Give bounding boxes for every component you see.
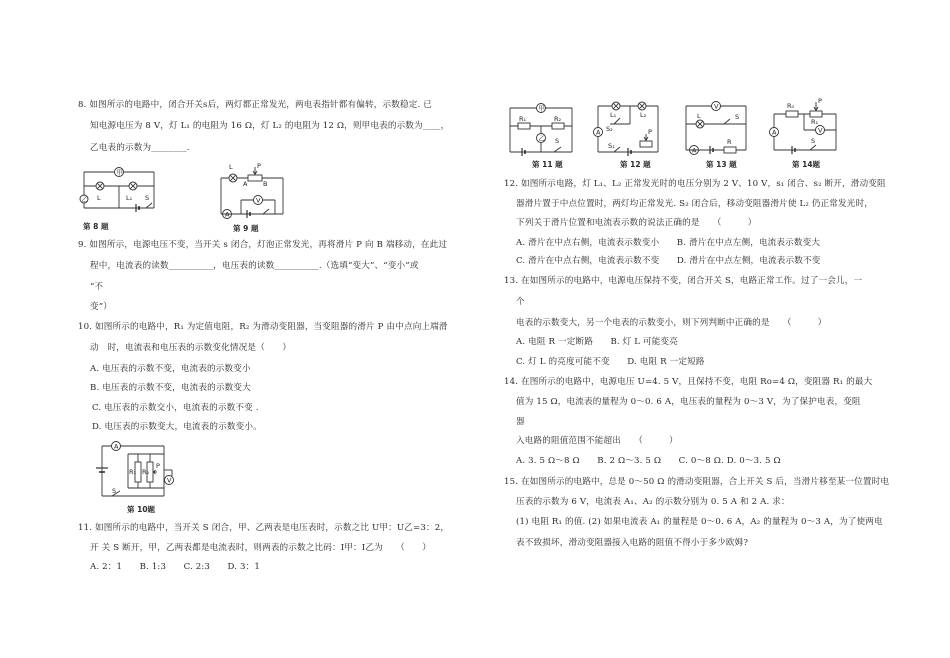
- q12-line-2: 器滑片置于中点位置时，两灯均正常发光. S₂ 闭合后，移动变阻器滑片使 L₂ 仍正常发光时，: [516, 199, 874, 209]
- q13-line-2: 个: [516, 297, 525, 307]
- svg-text:L₂: L₂: [640, 111, 647, 119]
- q8-line-2: 知电源电压为 8 V，灯 L₁ 的电阻为 16 Ω，灯 L₂ 的电阻为 12 Ω，则甲电表的示数为____，: [90, 121, 450, 131]
- svg-text:S: S: [145, 194, 150, 202]
- svg-text:V: V: [714, 102, 719, 111]
- svg-text:R₀: R₀: [787, 102, 795, 110]
- svg-text:S: S: [112, 487, 117, 495]
- q10-line-2: 动 时，电流表和电压表的示数变化情况是（ ）: [90, 343, 292, 353]
- svg-text:A: A: [692, 146, 697, 155]
- svg-text:L: L: [97, 194, 101, 202]
- svg-text:甲: 甲: [116, 168, 123, 177]
- q9-line-2: 程中，电流表的读数__________，电压表的读数__________.（选填“变大”、“变小”或: [90, 261, 419, 271]
- svg-text:R₁: R₁: [519, 115, 527, 123]
- q12-line-3: 下列关于滑片位置和电流表示数的说法正确的是 （ ）: [516, 218, 757, 228]
- q10-option-c: C. 电压表的示数交小，电流表的示数不变 .: [92, 403, 259, 413]
- svg-text:V: V: [167, 476, 172, 485]
- q11-line-2: 开 关 S 断开，甲，乙两表都是电流表时，则两表的示数之比码：I甲：I乙为 （ ）: [90, 543, 431, 553]
- q13-line-1: 13. 在如图所示的电路中，电源电压保持不变，闭合开关 S，电路正常工作。过了一会儿，一: [504, 276, 863, 286]
- svg-text:B: B: [263, 180, 268, 188]
- q14-line-1: 14. 在图所示的电路中，电源电压 U=4. 5 V，且保持不变，电阻 Ro=4 Ω，变阻器 R₁ 的最大: [504, 377, 873, 387]
- figure-14-circuit: [766, 96, 846, 158]
- svg-text:R₁: R₁: [129, 468, 137, 476]
- svg-text:P: P: [648, 128, 652, 136]
- svg-text:A: A: [596, 128, 601, 137]
- svg-text:A: A: [114, 442, 119, 451]
- svg-text:L₁: L₁: [126, 194, 133, 202]
- figure-11-caption: 第 11 题: [532, 160, 563, 169]
- svg-text:A: A: [225, 210, 230, 219]
- q9-line-4: 变”）: [90, 302, 113, 312]
- q11-line-1: 11. 如图所示的电路中，当开关 S 闭合，甲、乙两表是电压表时，示数之比 U甲：U乙=3：2，: [78, 523, 450, 533]
- q14-line-3: 器: [516, 417, 525, 427]
- svg-text:R₂: R₂: [142, 468, 150, 476]
- figure-9-caption: 第 9 题: [233, 224, 259, 233]
- q15-line-4: 表不致损坏，滑动变阻器接入电路的阻值不得小于多少欧姆?: [516, 538, 749, 548]
- figure-9-circuit: [213, 158, 298, 220]
- q14-options: A. 3. 5 Ω～8 Ω B. 2 Ω～3. 5 Ω C. 0～8 Ω. D. 0～3. 5 Ω: [516, 456, 781, 466]
- svg-text:L: L: [229, 163, 233, 171]
- svg-text:L: L: [697, 112, 701, 120]
- svg-text:L₁: L₁: [610, 111, 617, 119]
- svg-text:P: P: [257, 162, 261, 170]
- svg-text:乙: 乙: [538, 134, 545, 143]
- q15-line-1: 15. 在如图所示的电路中，总是 0～50 Ω 的滑动变阻器，合上开关 S 后，当滑片移至某一位置时电: [504, 477, 890, 487]
- q8-line-1: 8. 如图所示的电路中，闭合开关s后，两灯都正常发光，两电表指针都有偏转，示数稳定. 已: [78, 100, 432, 110]
- svg-text:乙: 乙: [81, 195, 88, 204]
- q9-line-3: “不: [90, 282, 104, 292]
- svg-text:甲: 甲: [538, 104, 545, 113]
- svg-text:A: A: [243, 180, 248, 188]
- q13-options-ab: A. 电阻 R 一定断路 B. 灯 L 可能变亮: [516, 337, 679, 347]
- q14-line-2: 值为 15 Ω，电流表的量程为 0～0. 6 A，电压表的量程为 0～3 V，为了保护电表，变阻: [516, 397, 861, 407]
- q14-line-4: 入电路的阻值范围不能超出 （ ）: [516, 436, 678, 446]
- svg-text:P: P: [156, 462, 160, 470]
- svg-text:A: A: [772, 128, 777, 137]
- q13-line-3: 电表的示数变大，另一个电表的示数变小，则下列判断中正确的是 （ ）: [516, 318, 827, 328]
- figure-10-caption: 第 10题: [127, 505, 156, 514]
- svg-text:P: P: [818, 97, 822, 105]
- svg-text:S: S: [811, 137, 816, 145]
- svg-text:R₂: R₂: [554, 115, 562, 123]
- q12-options-cd: C. 滑片在中点右侧，电流表示数不变 D. 滑片在中点左侧，电流表示数不变: [516, 256, 821, 266]
- q10-option-d: D. 电压表的示数变大，电流表的示数变小。: [92, 422, 262, 432]
- q15-line-3: (1) 电阻 R₁ 的值. (2) 如果电流表 A₁ 的量程是 0～0. 6 A，A₂ 的量程为 0～3 A，为了使两电: [516, 517, 883, 527]
- q11-options: A. 2：1 B. 1:3 C. 2:3 D. 3：1: [90, 562, 261, 572]
- svg-text:S₁: S₁: [608, 142, 615, 150]
- q13-options-cd: C. 灯 L 的亮度可能不变 D. 电阻 R 一定短路: [516, 357, 705, 367]
- q10-option-b: B. 电压表的示数不变，电流表的示数变大: [90, 383, 251, 393]
- svg-text:S₂: S₂: [606, 125, 613, 133]
- figure-13-circuit: [680, 98, 760, 158]
- q8-line-3: 乙电表的示数为________.: [90, 143, 190, 153]
- q10-line-1: 10. 如图所示的电路中，R₁ 为定值电阻，R₂ 为滑动变阻器，当变阻器的滑片 P 由中点向上端滑: [78, 322, 448, 332]
- q9-line-1: 9. 如图所示，电源电压不变，当开关 s 闭合，灯泡正常发光，再将滑片 P 向 B 端移动，在此过: [78, 240, 448, 250]
- svg-text:R₁: R₁: [811, 118, 819, 126]
- q12-line-1: 12. 如图所示电路，灯 L₁、L₂ 正常发光时的电压分别为 2 V、10 V，s₁ 闭合、s₂ 断开，滑动变阻: [504, 179, 886, 189]
- svg-text:R: R: [727, 138, 732, 146]
- figure-14-caption: 第 14题: [792, 160, 821, 169]
- svg-text:S: S: [555, 137, 560, 145]
- svg-text:V: V: [818, 126, 823, 135]
- svg-text:S: S: [735, 113, 740, 121]
- q12-options-ab: A. 滑片在中点右侧，电流表示数变小 B. 滑片在中点左侧，电流表示数变大: [516, 238, 821, 248]
- figure-12-caption: 第 12 题: [620, 160, 651, 169]
- figure-10-circuit: [92, 440, 182, 500]
- figure-8-circuit: [78, 160, 163, 218]
- svg-text:V: V: [256, 196, 261, 205]
- q10-option-a: A. 电压表的示数不变，电流表的示数变小: [90, 364, 251, 374]
- figure-8-caption: 第 8 题: [83, 222, 109, 231]
- figure-12-circuit: [590, 96, 666, 158]
- figure-11-circuit: [506, 96, 580, 158]
- figure-13-caption: 第 13 题: [706, 160, 737, 169]
- q15-line-2: 压表的示数为 6 V，电流表 A₁、A₂ 的示数分别为 0. 5 A 和 2 A. 求：: [516, 497, 790, 507]
